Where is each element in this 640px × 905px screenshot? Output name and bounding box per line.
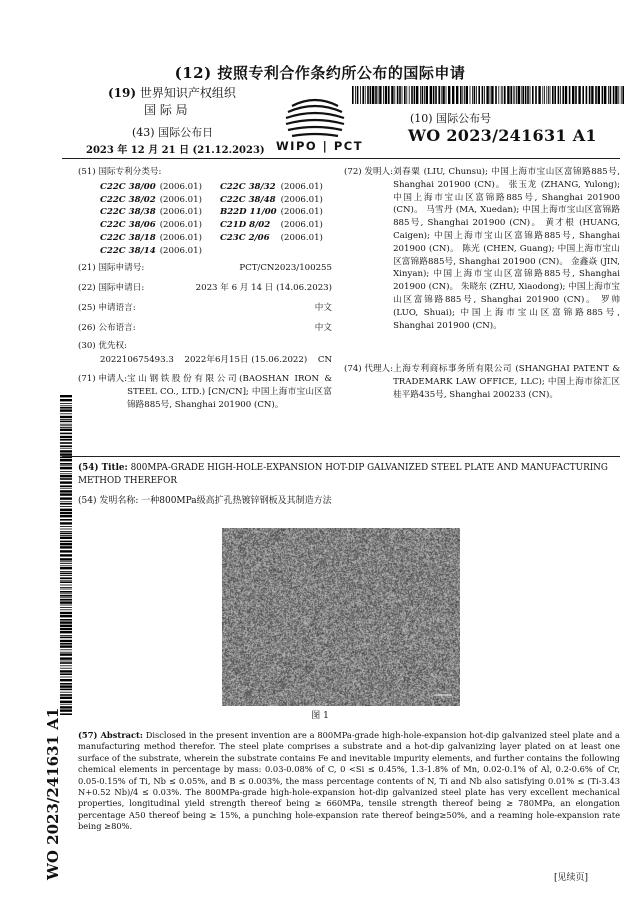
ipc-block <box>78 166 348 258</box>
logo-text: WIPO | PCT <box>276 139 364 153</box>
filing-lang: 中文 <box>314 303 332 313</box>
ipc-code: B22D 11/00 <box>219 207 277 218</box>
org-code: (19) <box>108 86 137 100</box>
ipc-code: C22C 38/48 <box>219 194 276 205</box>
priority-date: 2022年6月15日 (15.06.2022) <box>184 355 308 365</box>
issuing-organization <box>108 84 236 118</box>
ipc-version: (2006.01) <box>280 207 323 218</box>
ipc-code: C23C 2/06 <box>219 232 270 243</box>
agent: 上海专利商标事务所有限公司 (SHANGHAI PATENT & TRADEMARK LAW OFFICE, LLC); 中国上海市徐汇区桂平路435号, Shanghai 200233 (CN)。 <box>393 364 620 400</box>
applicant: 宝山钢铁股份有限公司(BAOSHAN IRON & STEEL CO., LTD.) [CN/CN]; 中国上海市宝山区富锦路885号, Shanghai 201900 (CN)。 <box>127 374 332 410</box>
header-divider <box>62 158 620 159</box>
pub-number-label: (10) 国际公布号 <box>410 112 492 125</box>
org-name: 世界知识产权组织 <box>139 86 236 100</box>
inventors-row <box>344 166 620 332</box>
figure-1-micrograph <box>222 528 460 706</box>
title-en-label: (54) Title: <box>78 463 128 473</box>
priority-row <box>78 354 332 367</box>
org-sub: 国 际 局 <box>144 103 188 117</box>
applicant-row <box>78 373 332 411</box>
title-en-block <box>78 462 620 487</box>
document-type-heading: (12) 按照专利合作条约所公布的国际申请 <box>174 64 466 82</box>
ipc-code <box>202 245 277 258</box>
ipc-version: (2006.01) <box>280 232 323 243</box>
ipc-version: (2006.01) <box>159 207 202 218</box>
title-divider <box>62 456 620 457</box>
pub-lang: 中文 <box>314 323 332 333</box>
title-cn-label: (54) 发明名称: <box>78 496 139 506</box>
ipc-version: (2006.01) <box>280 181 323 192</box>
micrograph-image <box>222 528 460 706</box>
priority-label: (30) 优先权: <box>78 341 128 351</box>
ipc-code: C22C 38/00 <box>100 181 156 192</box>
ipc-row <box>100 219 323 232</box>
ipc-row <box>100 181 323 194</box>
filing-date-label: (22) 国际申请日: <box>78 283 145 293</box>
ipc-code: C22C 38/14 <box>100 245 156 256</box>
filing-date-row <box>78 282 332 295</box>
agent-row <box>344 363 620 401</box>
continued-note: [见续页] <box>554 873 589 883</box>
abstract-block <box>78 730 620 833</box>
ipc-table <box>100 181 323 258</box>
agent-label: (74) 代理人: <box>344 364 394 374</box>
ipc-row <box>100 245 323 258</box>
title-en: 800MPA-GRADE HIGH-HOLE-EXPANSION HOT-DIP GALVANIZED STEEL PLATE AND MANUFACTURING METHOD THEREFOR <box>78 463 608 486</box>
pub-lang-label: (26) 公布语言: <box>78 323 136 333</box>
ipc-version: (2006.01) <box>159 220 202 231</box>
pub-number: WO 2023/241631 A1 <box>408 126 597 145</box>
ipc-code: C22C 38/18 <box>100 232 156 243</box>
ipc-code: C22C 38/06 <box>100 220 156 231</box>
ipc-row <box>100 206 323 219</box>
ipc-version: (2006.01) <box>280 220 323 231</box>
ipc-row <box>100 194 323 207</box>
inventors: 刘春粟 (LIU, Chunsu); 中国上海市宝山区富锦路885号, Shanghai 201900 (CN)。 张玉龙 (ZHANG, Yulong); 中国上海市宝山区富锦路885号, Shanghai 201900 (CN)。 马雪丹 (MA, Xuedan); 中国上海市宝山区富锦路885号, Shanghai 201900 (CN)。 黄才根 (HUANG, Caigen); 中国上海市宝山区富锦路885号, Shanghai 201900 (CN)。 陈光 (CHEN, Guang); 中国上海市宝山区富锦路885号, Shanghai 201900 (CN)。 金鑫焱 (JIN, Xinyan); 中国上海市宝山区富锦路885号, Shanghai 201900 (CN)。 朱晓东 (ZHU, Xiaodong); 中国上海市宝山区富锦路885号, Shanghai 201900 (CN)。 罗帅 (LUO, Shuai); 中国上海市宝山区富锦路885号, Shanghai 201900 (CN)。 <box>393 167 620 331</box>
title-cn: 一种800MPa级高扩孔热镀锌钢板及其制造方法 <box>141 496 332 506</box>
app-no: PCT/CN2023/100255 <box>239 263 332 273</box>
ipc-version: (2006.01) <box>280 194 323 205</box>
ipc-version: (2006.01) <box>159 232 202 243</box>
ipc-version <box>277 245 323 258</box>
ipc-label: (51) 国际专利分类号: <box>78 167 162 177</box>
app-no-label: (21) 国际申请号: <box>78 263 145 273</box>
side-barcode <box>60 395 72 715</box>
ipc-row <box>100 232 323 245</box>
wipo-pct-logo <box>270 96 364 154</box>
top-barcode <box>352 86 624 104</box>
abstract-text: Disclosed in the present invention are a 800MPa-grade high-hole-expansion hot-dip galvanized steel plate and a manufacturing method therefor. The steel plate comprises a substrate and a hot-dip galvanizing layer plated on at least one surface of the substrate, wherein the substrate contains Fe and inevitable impurity elements, and further contains the following chemical elements in percentage by mass: 0.03-0.08% of C, 0 <Si ≤ 0.45%, 1.3-1.8% of Mn, 0.02-0.1% of Al, 0.2-0.6% of Cr, 0.05-0.15% of Ti, Nb ≤ 0.05%, and B ≤ 0.003%, the mass percentage contents of N, Ti and Nb also satisfying 0.01% ≤ (Ti-3.43 N+0.52 Nb)/4 ≤ 0.03%. The 800MPa-grade high-hole-expansion hot-dip galvanized steel plate has very excellent mechanical properties, longitudinal yield strength thereof being ≥ 660MPa, tensile strength thereof being ≥ 780MPa, an elongation percentage A50 thereof being ≥ 15%, a punching hole-expansion rate thereof being≥50%, and a reaming hole-expansion rate being ≥80%. <box>78 730 621 832</box>
ipc-code: C22C 38/38 <box>100 207 156 218</box>
side-pub-number: WO 2023/241631 A1 <box>44 707 62 880</box>
inventors-label: (72) 发明人: <box>344 167 394 177</box>
title-cn-block <box>78 493 620 506</box>
ipc-code: C22C 38/32 <box>219 181 276 192</box>
filing-date: 2023 年 6 月 14 日 (14.06.2023) <box>195 283 332 293</box>
filing-lang-label: (25) 申请语言: <box>78 303 136 313</box>
priority-no: 202210675493.3 <box>100 355 174 365</box>
abstract-label: (57) Abstract: <box>78 730 143 740</box>
ipc-code: C22C 38/02 <box>100 194 156 205</box>
ipc-version: (2006.01) <box>159 194 202 205</box>
ipc-code: C21D 8/02 <box>219 220 271 231</box>
pub-lang-row <box>78 322 332 335</box>
ipc-version: (2006.01) <box>159 245 202 256</box>
applicant-label: (71) 申请人: <box>78 374 128 384</box>
figure-caption: 图 1 <box>311 711 329 721</box>
ipc-version: (2006.01) <box>159 181 202 192</box>
pub-date-label: (43) 国际公布日 <box>132 126 214 139</box>
pub-date: 2023 年 12 月 21 日 (21.12.2023) <box>86 145 265 156</box>
filing-lang-row <box>78 302 332 315</box>
app-no-row <box>78 262 332 275</box>
priority-country: CN <box>317 355 332 365</box>
